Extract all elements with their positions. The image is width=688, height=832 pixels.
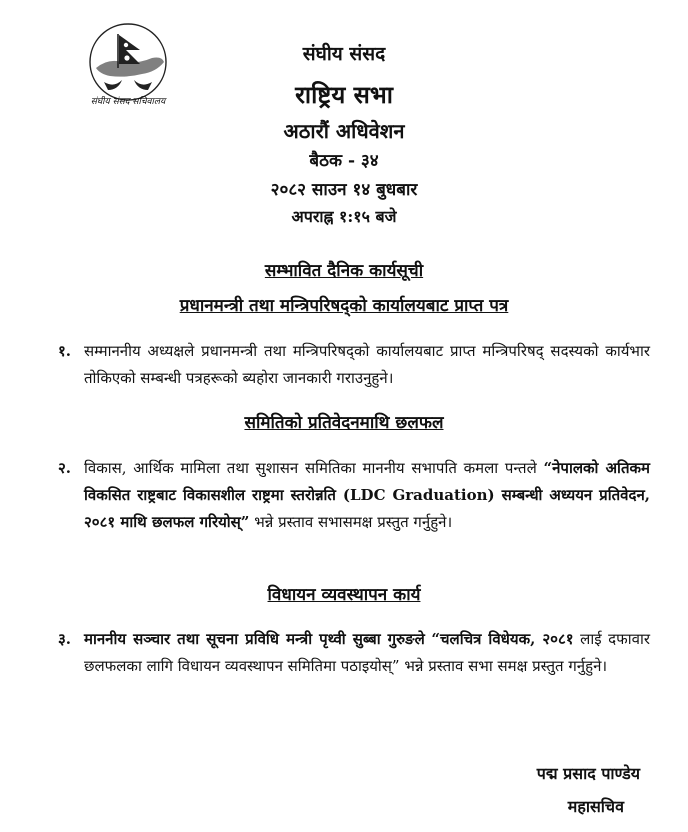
agenda-item-1 — [58, 338, 650, 392]
item-number: २. — [58, 459, 72, 477]
section-heading-2: समितिको प्रतिवेदनमाथि छलफल — [244, 413, 444, 433]
agenda-title: सम्भावित दैनिक कार्यसूची — [264, 261, 424, 281]
item-number: ३. — [58, 630, 72, 648]
item-text-bold: माननीय सञ्चार तथा सूचना प्रविधि मन्त्री पृथ्वी सुब्बा गुरुङले — [84, 630, 425, 648]
item-text-bold-title: “चलचित्र विधेयक, २०८१ — [431, 630, 574, 648]
header-date: २०८२ साउन १४ बुधबार — [270, 180, 418, 200]
item-text-end: भन्ने प्रस्ताव सभासमक्ष प्रस्तुत गर्नुहुने। — [254, 513, 453, 531]
header-meeting: बैठक - ३४ — [309, 151, 379, 171]
header-assembly: राष्ट्रिय सभा — [295, 80, 393, 109]
item-text-bold: “नेपालको अतिकम विकसित राष्ट्रबाट विकासशील राष्ट्रमा स्तरोन्नति (LDC Graduation) सम्बन्धी अध्ययन प्रतिवेदन, २०८१ माथि छलफल गरियोस्” — [84, 459, 650, 531]
item-number: १. — [58, 342, 72, 360]
header-session: अठारौं अधिवेशन — [283, 119, 405, 143]
agenda-item-3 — [58, 626, 650, 680]
logo-caption: संघीय संसद सचिवालय — [90, 97, 166, 107]
section-heading-3: विधायन व्यवस्थापन कार्य — [267, 585, 421, 605]
section-heading-1: प्रधानमन्त्री तथा मन्त्रिपरिषद्को कार्यालयबाट प्राप्त पत्र — [179, 296, 509, 316]
agenda-item-2 — [58, 455, 650, 536]
signatory-title: महासचिव — [567, 797, 624, 816]
header-parliament: संघीय संसद — [302, 43, 386, 65]
item-text-end: लाई दफावार छलफलका लागि विधायन व्यवस्थापन समितिमा पठाइयोस्” भन्ने प्रस्ताव सभा समक्ष प्रस्तुत गर्नुहुने। — [84, 630, 650, 675]
item-text: सम्माननीय अध्यक्षले प्रधानमन्त्री तथा मन्त्रिपरिषद्को कार्यालयबाट प्राप्त मन्त्रिपरिषद् सदस्यको कार्यभार तोकिएको सम्बन्धी पत्रहरूको ब्यहोरा जानकारी गराउनुहुने। — [84, 342, 650, 387]
signatory-name: पद्म प्रसाद पाण्डेय — [536, 764, 640, 783]
item-text: विकास, आर्थिक मामिला तथा सुशासन समितिका माननीय सभापति कमला पन्तले — [84, 459, 537, 477]
header-time: अपराह्न १:१५ बजे — [291, 207, 397, 226]
